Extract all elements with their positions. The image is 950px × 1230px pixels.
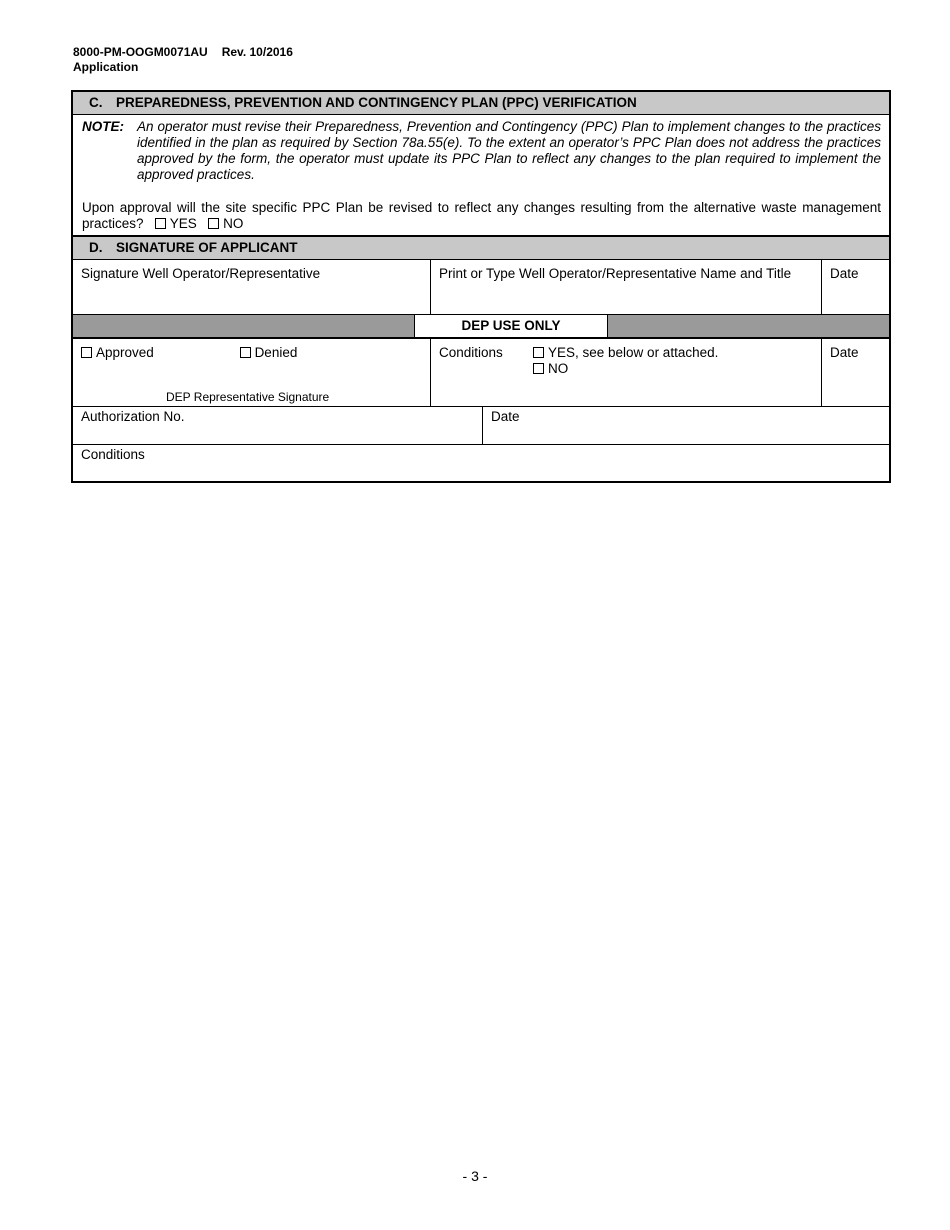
- ppc-yes-label: YES: [169, 216, 197, 231]
- ppc-revision-question: [73, 183, 889, 237]
- ppc-no-checkbox[interactable]: [208, 218, 219, 229]
- authorization-label: Authorization No.: [81, 409, 185, 424]
- document-type: Application: [73, 60, 139, 74]
- dep-use-only-bar: [73, 314, 889, 339]
- note-text: An operator must revise their Preparedness, Prevention and Contingency (PPC) Plan to implement changes to the practices identified in the plan as required by Section 78a.55(e). To the extent an operator’s PPC Plan does not address the practices approved by the form, the operator must update its PPC Plan to reflect any changes to the plan required to implement the approved practices.: [137, 119, 881, 182]
- section-d-title: SIGNATURE OF APPLICANT: [116, 240, 298, 255]
- signature-label: Signature Well Operator/Representative: [81, 266, 321, 281]
- document-header: [73, 45, 293, 75]
- dep-conditions-label: Conditions: [439, 345, 503, 360]
- note-label: NOTE:: [82, 119, 124, 134]
- section-c-title: PREPAREDNESS, PREVENTION AND CONTINGENCY PLAN (PPC) VERIFICATION: [116, 95, 637, 110]
- section-c-letter: C.: [89, 95, 103, 110]
- dep-bar-left-shade: [73, 315, 414, 337]
- denied-label: Denied: [254, 345, 298, 360]
- applicant-signature-row: [73, 260, 889, 314]
- applicant-date-label: Date: [830, 266, 859, 281]
- section-d-letter: D.: [89, 240, 103, 255]
- conditions-no-checkbox[interactable]: [533, 363, 544, 374]
- ppc-yes-checkbox[interactable]: [155, 218, 166, 229]
- applicant-date-field[interactable]: [822, 260, 889, 314]
- conditions-row: [73, 445, 889, 481]
- name-title-field[interactable]: [431, 260, 822, 314]
- dep-approval-row: [73, 339, 889, 407]
- conditions-no-label: NO: [548, 361, 569, 376]
- dep-date-label: Date: [830, 345, 859, 360]
- conditions-row-label: Conditions: [81, 447, 145, 462]
- signature-field[interactable]: [73, 260, 431, 314]
- conditions-field[interactable]: [73, 445, 889, 481]
- ppc-note: [73, 115, 889, 183]
- dep-rep-signature-label: DEP Representative Signature: [166, 390, 330, 404]
- section-c-header: [73, 92, 889, 115]
- page-number: - 3 -: [462, 1168, 488, 1184]
- dep-use-only-title: DEP USE ONLY: [414, 315, 608, 337]
- authorization-row: [73, 407, 889, 445]
- form-id: 8000-PM-OOGM0071AU: [73, 45, 208, 59]
- approved-label: Approved: [96, 345, 154, 360]
- authorization-field[interactable]: [73, 407, 483, 444]
- section-d-header: [73, 237, 889, 260]
- name-title-label: Print or Type Well Operator/Representative Name and Title: [439, 266, 792, 281]
- authorization-date-label: Date: [491, 409, 520, 424]
- dep-decision-cell: [73, 339, 431, 406]
- conditions-yes-checkbox[interactable]: [533, 347, 544, 358]
- dep-conditions-cell: [431, 339, 822, 406]
- application-form: [71, 90, 891, 483]
- revision-date: Rev. 10/2016: [221, 45, 293, 59]
- conditions-yes-label: YES, see below or attached.: [548, 345, 719, 360]
- ppc-no-label: NO: [223, 216, 244, 231]
- approved-checkbox[interactable]: [81, 347, 92, 358]
- dep-bar-right-shade: [608, 315, 889, 337]
- question-text: Upon approval will the site specific PPC Plan be revised to reflect any changes resulting from the alternative waste management practices?: [82, 200, 881, 231]
- denied-checkbox[interactable]: [240, 347, 251, 358]
- authorization-date-field[interactable]: [483, 407, 889, 444]
- dep-date-field[interactable]: [822, 339, 889, 406]
